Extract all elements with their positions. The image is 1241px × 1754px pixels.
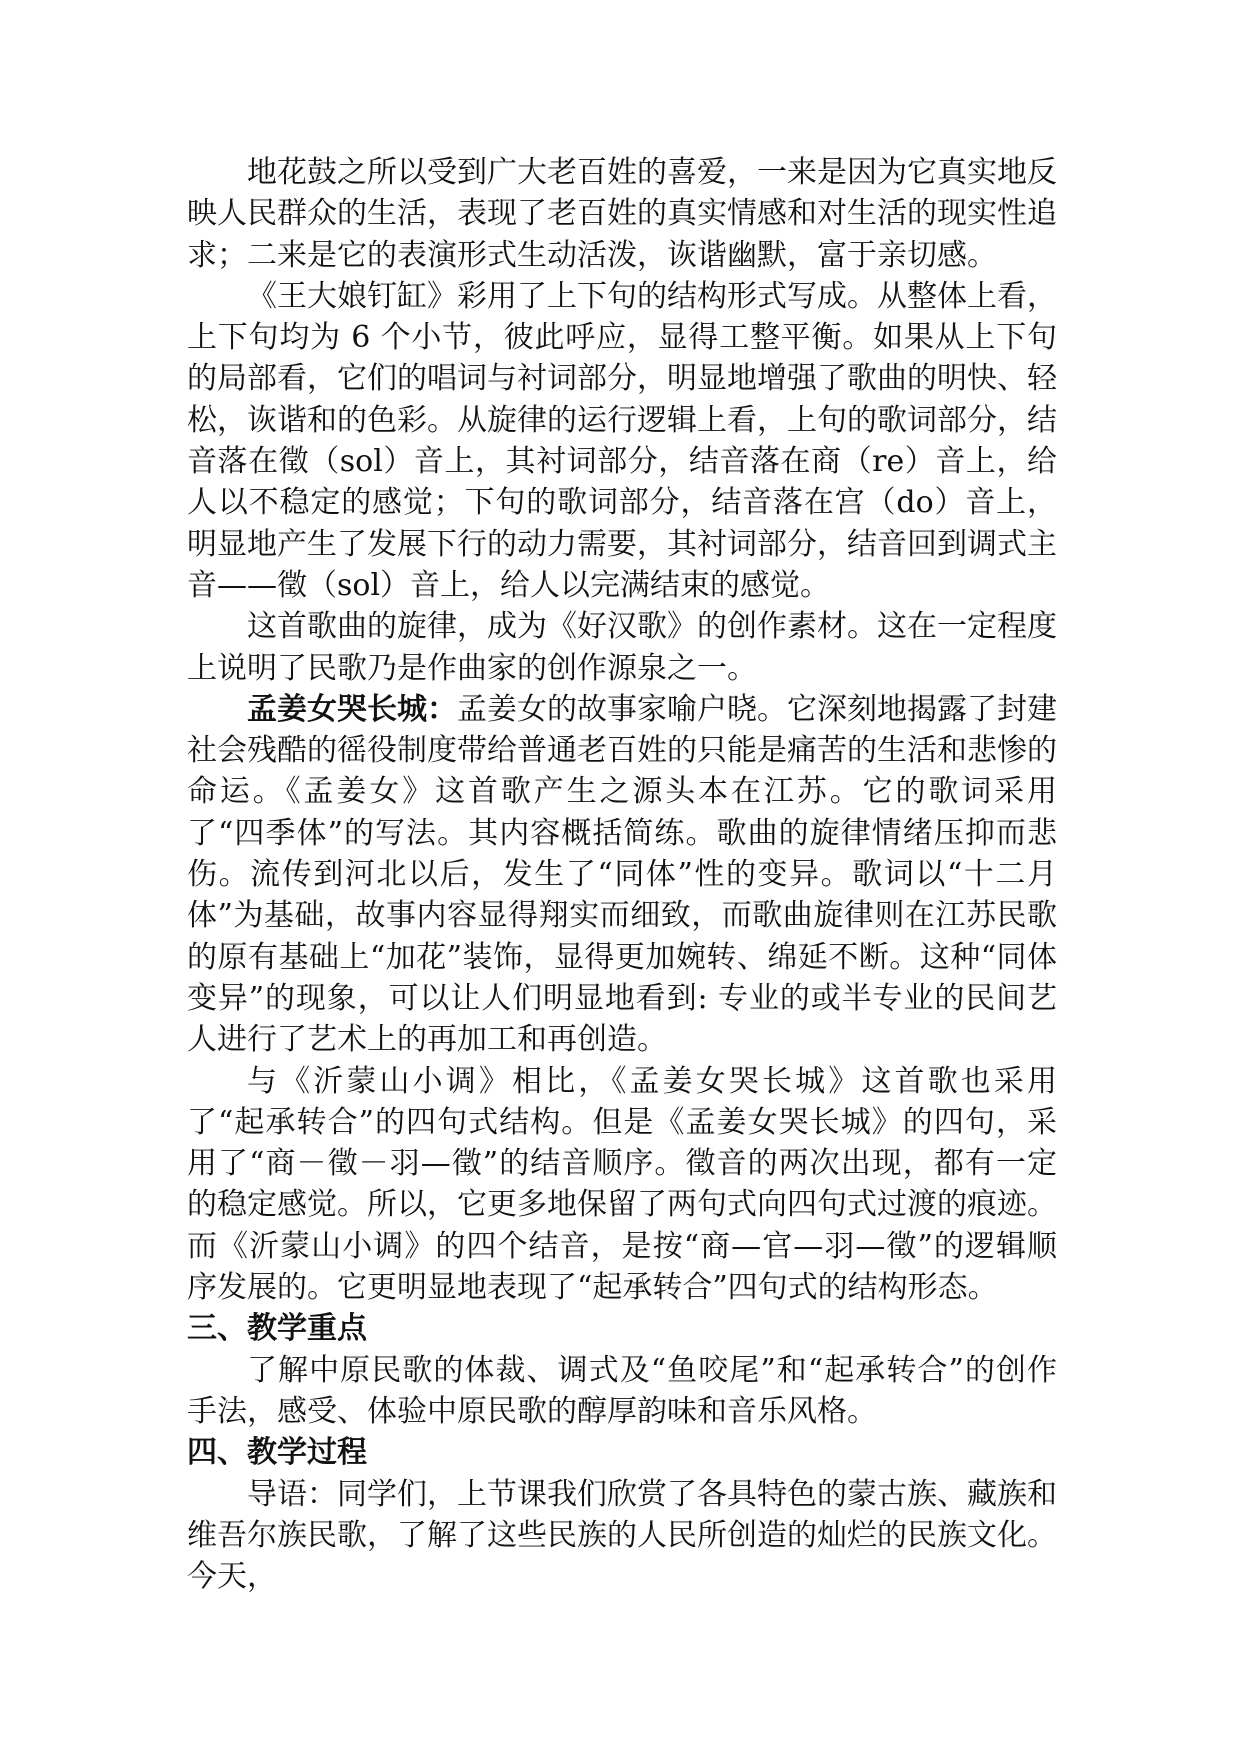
- paragraph-teaching-focus: 了解中原民歌的体裁、调式及“鱼咬尾”和“起承转合”的创作手法，感受、体验中原民歌的醇厚韵味和音乐风格。: [187, 1352, 1057, 1429]
- paragraph-wangdaniang: 《王大娘钉缸》彩用了上下句的结构形式写成。从整体上看，上下句均为 6 个小节，彼此呼应，显得工整平衡。如果从上下句的局部看，它们的唱词与衬词部分，明显地增强了歌曲的明快、轻松，诙谐和的色彩。从旋律的运行逻辑上看，上句的歌词部分，结音落在徵（sol）音上，其衬词部分，结音落在商（re）音上，给人以不稳定的感觉；下句的歌词部分，结音落在宫（do）音上，明显地产生了发展下行的动力需要，其衬词部分，结音回到调式主音——徵（sol）音上，给人以完满结束的感觉。: [187, 278, 1057, 603]
- paragraph-body: 孟姜女的故事家喻户晓。它深刻地揭露了封建社会残酷的徭役制度带给普通老百姓的只能是痛苦的生活和悲惨的命运。《孟姜女》这首歌产生之源头本在江苏。它的歌词采用了“四季体”的写法。其内容概括简练。歌曲的旋律情绪压抑而悲伤。流传到河北以后，发生了“同体”性的变异。歌词以“十二月体”为基础，故事内容显得翔实而细致，而歌曲旋律则在江苏民歌的原有基础上“加花”装饰，显得更加婉转、绵延不断。这种“同体变异”的现象，可以让人们明显地看到: 专业的或半专业的民间艺人进行了艺术上的再加工和再创造。: [187, 691, 1057, 1058]
- paragraph-dihuagu: 地花鼓之所以受到广大老百姓的喜爱，一来是因为它真实地反映人民群众的生活，表现了老百姓的真实情感和对生活的现实性追求；二来是它的表演形式生动活泼，诙谐幽默，富于亲切感。: [187, 155, 1057, 273]
- paragraph-comparison: 与《沂蒙山小调》相比，《孟姜女哭长城》这首歌也采用了“起承转合”的四句式结构。但是《孟姜女哭长城》的四句，采用了“商－徵－羽—徵”的结音顺序。徵音的两次出现，都有一定的稳定感觉。所以，它更多地保留了两句式向四句式过渡的痕迹。而《沂蒙山小调》的四个结音，是按“商—官—羽—徵”的逻辑顺序发展的。它更明显地表现了“起承转合”四句式的结构形态。: [187, 1063, 1057, 1306]
- paragraph-haohange: 这首歌曲的旋律，成为《好汉歌》的创作素材。这在一定程度上说明了民歌乃是作曲家的创作源泉之一。: [187, 609, 1057, 686]
- section-heading-teaching-focus: 三、教学重点: [187, 1311, 367, 1347]
- paragraph-introduction: 导语：同学们，上节课我们欣赏了各具特色的蒙古族、藏族和维吾尔族民歌，了解了这些民族的人民所创造的灿烂的民族文化。今天，: [187, 1476, 1057, 1595]
- paragraph-lead-title: 孟姜女哭长城：: [247, 691, 457, 727]
- document-page: [187, 152, 1057, 1597]
- section-heading-teaching-process: 四、教学过程: [187, 1435, 367, 1471]
- paragraph-mengjiangnu: [187, 689, 1057, 1061]
